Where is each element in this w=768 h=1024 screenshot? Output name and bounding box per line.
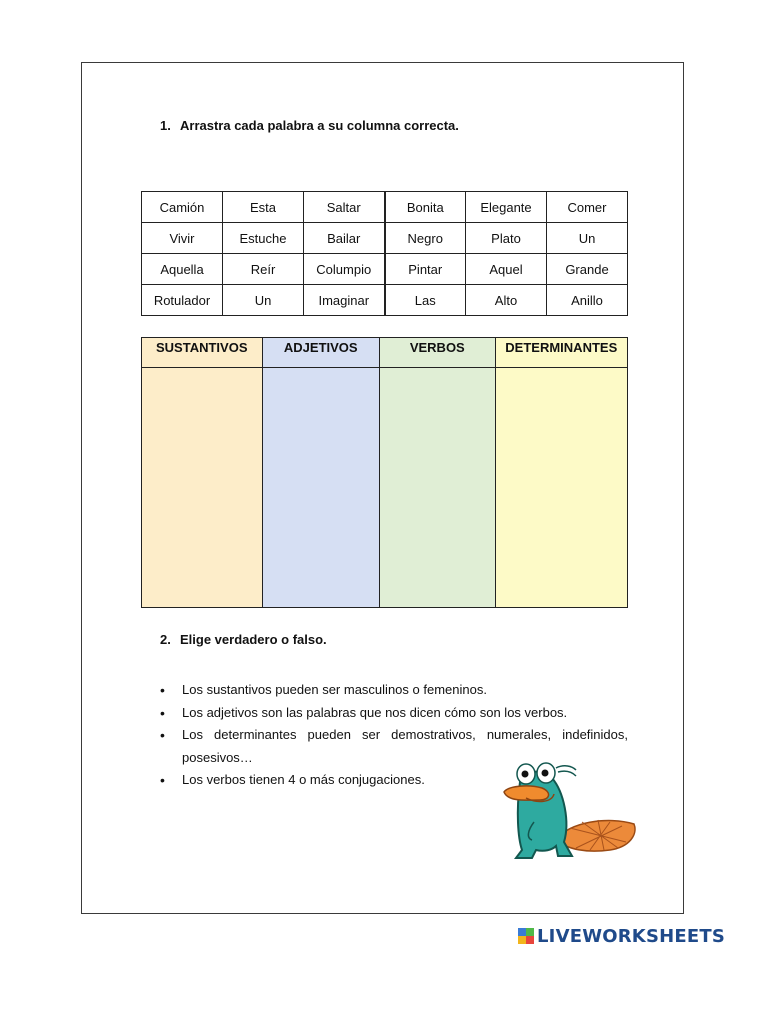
word-card[interactable]: Aquella xyxy=(142,254,223,285)
word-card[interactable]: Camión xyxy=(142,192,223,223)
category-column-determinantes xyxy=(496,338,627,607)
question-2-text: Elige verdadero o falso. xyxy=(180,632,327,647)
word-card[interactable]: Saltar xyxy=(304,192,385,223)
drop-zone-determinantes[interactable] xyxy=(496,368,627,607)
word-card[interactable]: Reír xyxy=(223,254,304,285)
category-header: VERBOS xyxy=(380,338,495,368)
word-card[interactable]: Bonita xyxy=(385,192,466,223)
question-1-number: 1. xyxy=(160,118,171,133)
word-card[interactable]: Las xyxy=(385,285,466,316)
word-bank-row xyxy=(142,254,628,285)
category-header: DETERMINANTES xyxy=(496,338,627,368)
logo-text: LIVEWORKSHEETS xyxy=(537,925,726,947)
word-bank-row xyxy=(142,285,628,316)
word-bank-row xyxy=(142,223,628,254)
word-card[interactable]: Estuche xyxy=(223,223,304,254)
statement-item[interactable]: • Los sustantivos pueden ser masculinos o femeninos. xyxy=(160,679,628,702)
word-card[interactable]: Negro xyxy=(385,223,466,254)
question-1-title xyxy=(160,118,459,133)
liveworksheets-mark-icon xyxy=(518,928,534,944)
word-card[interactable]: Columpio xyxy=(304,254,385,285)
platypus-illustration xyxy=(498,752,638,872)
word-card[interactable]: Alto xyxy=(466,285,547,316)
word-card[interactable]: Pintar xyxy=(385,254,466,285)
category-header: ADJETIVOS xyxy=(263,338,380,368)
category-header: SUSTANTIVOS xyxy=(142,338,262,368)
word-card[interactable]: Plato xyxy=(466,223,547,254)
word-card[interactable]: Anillo xyxy=(547,285,628,316)
statement-item[interactable]: • Los verbos tienen 4 o más conjugaciones. xyxy=(160,769,628,792)
category-column-sustantivos xyxy=(142,338,263,607)
word-card[interactable]: Elegante xyxy=(466,192,547,223)
statement-item[interactable]: • Los determinantes pueden ser demostrativos, numerales, indefinidos, posesivos… xyxy=(160,724,628,769)
word-card[interactable]: Aquel xyxy=(466,254,547,285)
word-card[interactable]: Un xyxy=(223,285,304,316)
category-columns xyxy=(141,337,628,608)
word-card[interactable]: Grande xyxy=(547,254,628,285)
word-card[interactable]: Bailar xyxy=(304,223,385,254)
word-card[interactable]: Imaginar xyxy=(304,285,385,316)
word-card[interactable]: Rotulador xyxy=(142,285,223,316)
category-column-adjetivos xyxy=(263,338,381,607)
drop-zone-sustantivos[interactable] xyxy=(142,368,262,607)
question-2-number: 2. xyxy=(160,632,171,647)
word-card[interactable]: Vivir xyxy=(142,223,223,254)
drop-zone-adjetivos[interactable] xyxy=(263,368,380,607)
question-1-text: Arrastra cada palabra a su columna correcta. xyxy=(180,118,459,133)
word-bank-row xyxy=(142,192,628,223)
drop-zone-verbos[interactable] xyxy=(380,368,495,607)
liveworksheets-logo xyxy=(518,924,725,948)
word-card[interactable]: Esta xyxy=(223,192,304,223)
statement-item[interactable]: • Los adjetivos son las palabras que nos dicen cómo son los verbos. xyxy=(160,702,628,725)
word-card[interactable]: Un xyxy=(547,223,628,254)
question-2-title xyxy=(160,632,327,647)
word-card[interactable]: Comer xyxy=(547,192,628,223)
word-bank-table xyxy=(141,191,628,316)
category-column-verbos xyxy=(380,338,496,607)
